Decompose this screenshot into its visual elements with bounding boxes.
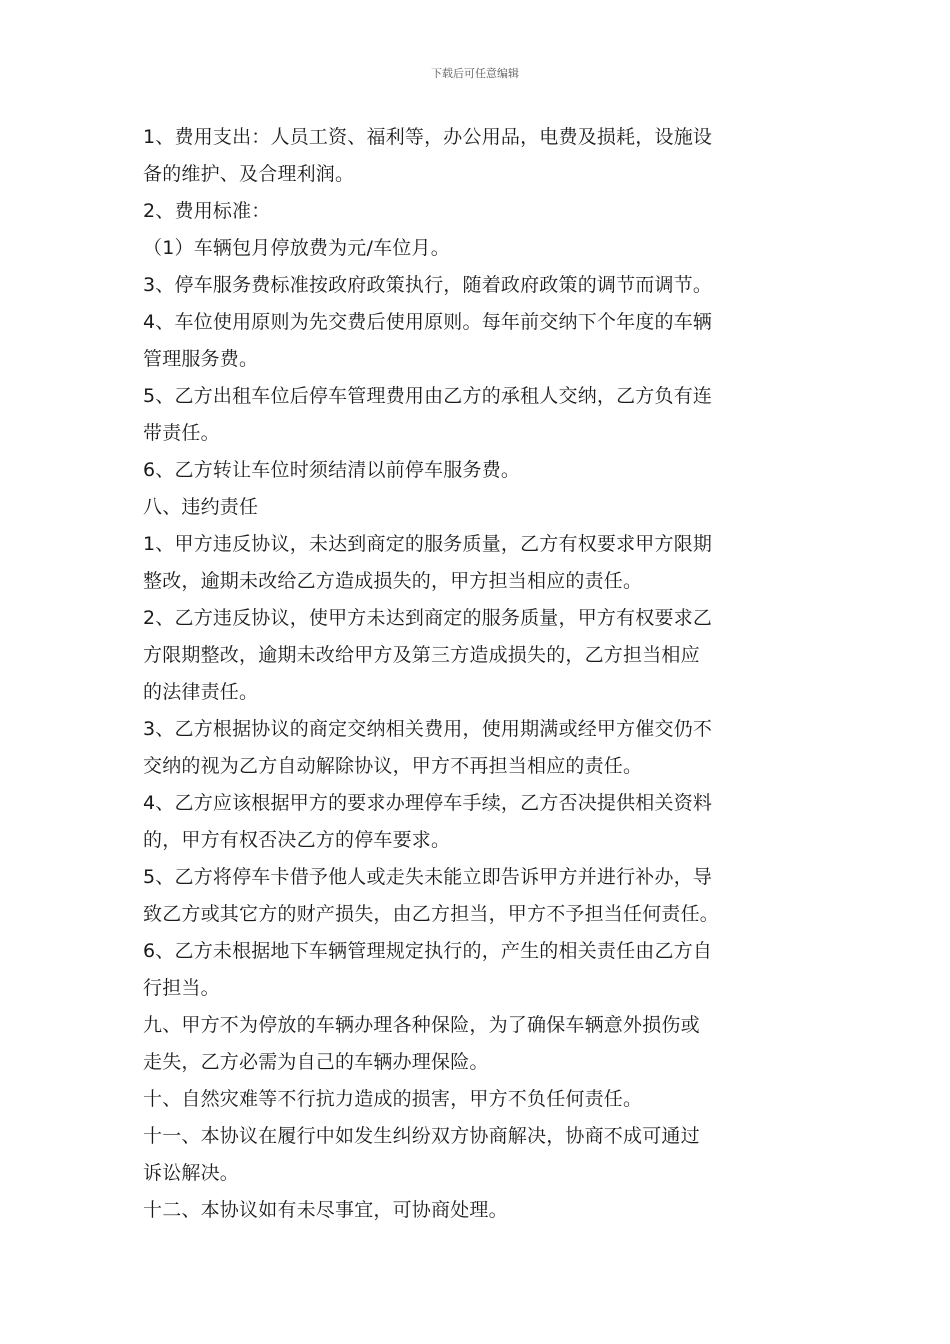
text-line: 致乙方或其它方的财产损失，由乙方担当，甲方不予担当任何责任。 (143, 903, 720, 925)
text-line: 2、乙方违反协议，使甲方未达到商定的服务质量，甲方有权要求乙 (143, 607, 713, 629)
section-heading: 十一、本协议在履行中如发生纠纷双方协商解决，协商不成可通过 (143, 1125, 700, 1147)
text-line: 的，甲方有权否决乙方的停车要求。 (143, 829, 451, 851)
text-line: 的法律责任。 (143, 681, 259, 703)
text-line: 6、乙方未根据地下车辆管理规定执行的，产生的相关责任由乙方自 (143, 940, 713, 962)
text-line: 整改，逾期未改给乙方造成损失的，甲方担当相应的责任。 (143, 570, 643, 592)
text-line: 3、停车服务费标准按政府政策执行，随着政府政策的调节而调节。 (143, 274, 713, 296)
text-line: 诉讼解决。 (143, 1162, 240, 1184)
text-line: 4、车位使用原则为先交费后使用原则。每年前交纳下个年度的车辆 (143, 311, 713, 333)
section-heading: 八、违约责任 (143, 496, 259, 518)
text-line: 带责任。 (143, 422, 220, 444)
text-line: 1、甲方违反协议，未达到商定的服务质量，乙方有权要求甲方限期 (143, 533, 713, 555)
text-line: 行担当。 (143, 977, 220, 999)
text-line: 交纳的视为乙方自动解除协议，甲方不再担当相应的责任。 (143, 755, 643, 777)
text-line: 5、乙方将停车卡借予他人或走失未能立即告诉甲方并进行补办，导 (143, 866, 713, 888)
text-line: 走失，乙方必需为自己的车辆办理保险。 (143, 1051, 489, 1073)
text-line: 备的维护、及合理利润。 (143, 163, 355, 185)
section-heading: 十、自然灾难等不行抗力造成的损害，甲方不负任何责任。 (143, 1088, 643, 1110)
document-body (143, 119, 815, 1229)
text-line: 2、费用标准： (143, 200, 271, 222)
text-line: （1）车辆包月停放费为元/车位月。 (143, 237, 450, 259)
text-line: 3、乙方根据协议的商定交纳相关费用，使用期满或经甲方催交仍不 (143, 718, 713, 740)
page-header-note: 下载后可任意编辑 (431, 67, 519, 80)
text-line: 管理服务费。 (143, 348, 259, 370)
text-line: 4、乙方应该根据甲方的要求办理停车手续，乙方否决提供相关资料 (143, 792, 713, 814)
text-line: 1、费用支出：人员工资、福利等，办公用品，电费及损耗，设施设 (143, 126, 713, 148)
section-heading: 九、甲方不为停放的车辆办理各种保险，为了确保车辆意外损伤或 (143, 1014, 700, 1036)
text-line: 5、乙方出租车位后停车管理费用由乙方的承租人交纳，乙方负有连 (143, 385, 713, 407)
text-line: 6、乙方转让车位时须结清以前停车服务费。 (143, 459, 521, 481)
text-line: 方限期整改，逾期未改给甲方及第三方造成损失的，乙方担当相应 (143, 644, 700, 666)
section-heading: 十二、本协议如有未尽事宜，可协商处理。 (143, 1199, 508, 1221)
